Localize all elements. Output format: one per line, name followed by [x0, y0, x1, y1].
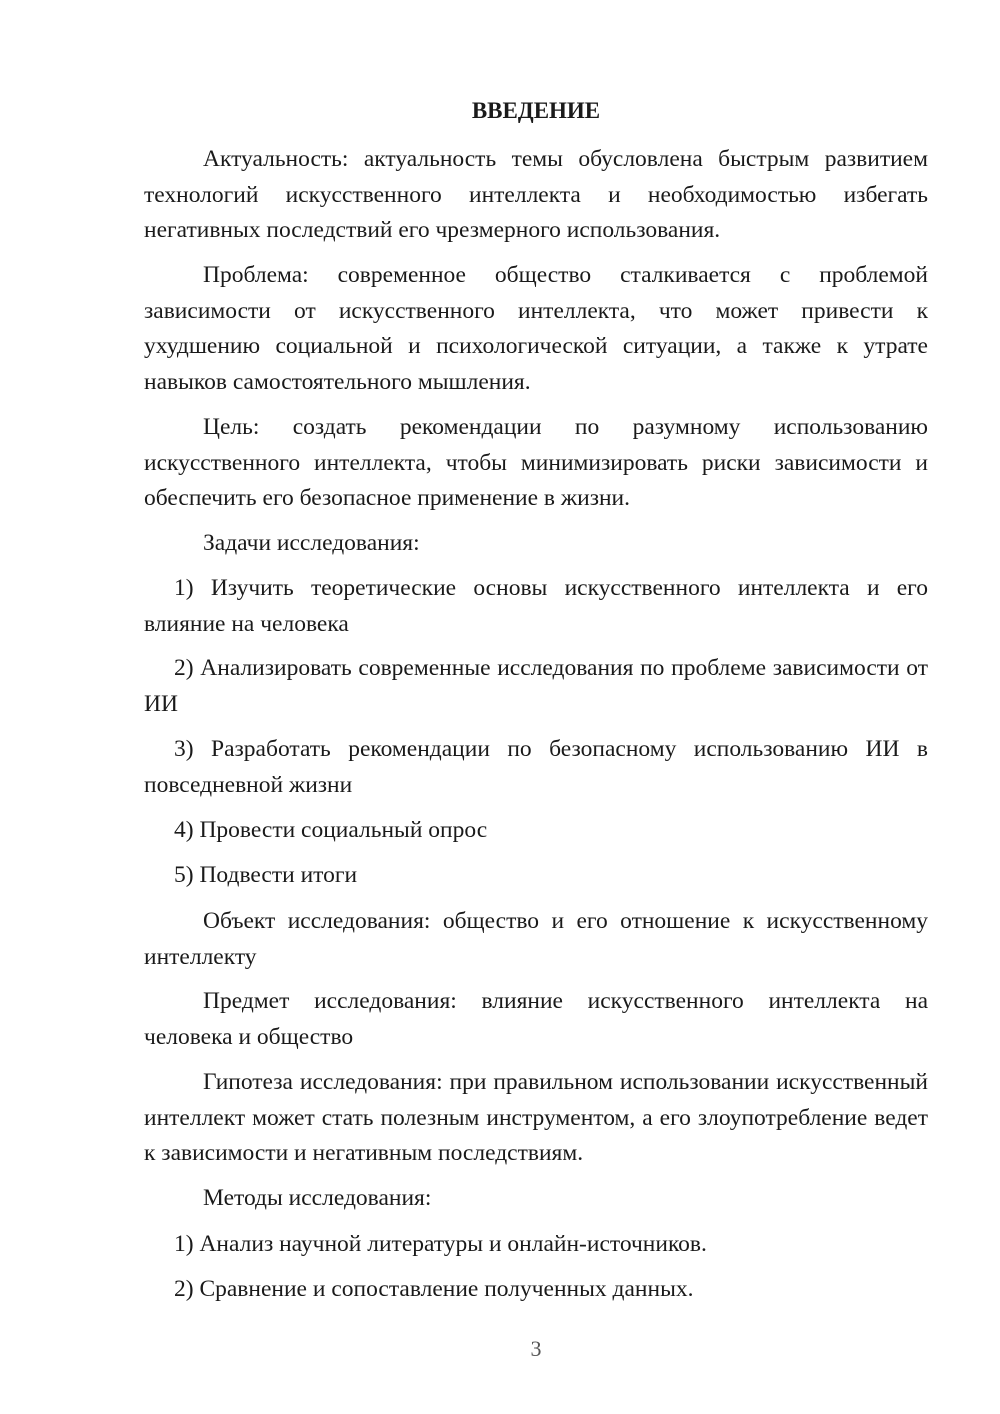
page-title: ВВЕДЕНИЕ	[471, 98, 601, 123]
list-item-task-5: 5) Подвести итоги	[174, 862, 358, 888]
page-number: 3	[530, 1336, 542, 1361]
list-item-task-1: 1) Изучить теоретические основы искусственного интеллекта и его влияние на человека	[144, 575, 928, 637]
paragraph-relevance: Актуальность: актуальность темы обусловлена быстрым развитием технологий искусственного интеллекта и необходимостью избегать негативных последствий его чрезмерного использования.	[144, 146, 928, 243]
paragraph-subject: Предмет исследования: влияние искусственного интеллекта на человека и общество	[144, 988, 928, 1050]
paragraph-goal: Цель: создать рекомендации по разумному использованию искусственного интеллекта, чтобы минимизировать риски зависимости и обеспечить его безопасное применение в жизни.	[144, 414, 928, 511]
list-item-method-1: 1) Анализ научной литературы и онлайн-источников.	[174, 1231, 707, 1257]
paragraph-problem: Проблема: современное общество сталкивается с проблемой зависимости от искусственного интеллекта, что может привести к ухудшению социальной и психологической ситуации, а также к утрате навыков самостоятельного мышления.	[144, 262, 928, 395]
list-item-method-2: 2) Сравнение и сопоставление полученных данных.	[174, 1276, 694, 1302]
paragraph-tasks-heading: Задачи исследования:	[203, 530, 420, 556]
list-item-task-3: 3) Разработать рекомендации по безопасному использованию ИИ в повседневной жизни	[144, 736, 928, 798]
paragraph-hypothesis: Гипотеза исследования: при правильном использовании искусственный интеллект может стать полезным инструментом, а его злоупотребление ведет к зависимости и негативным последствиям.	[144, 1069, 928, 1166]
list-item-task-4: 4) Провести социальный опрос	[174, 817, 488, 843]
list-item-task-2: 2) Анализировать современные исследования по проблеме зависимости от ИИ	[144, 655, 928, 717]
paragraph-methods-heading: Методы исследования:	[203, 1185, 432, 1211]
paragraph-object: Объект исследования: общество и его отношение к искусственному интеллекту	[144, 908, 928, 970]
